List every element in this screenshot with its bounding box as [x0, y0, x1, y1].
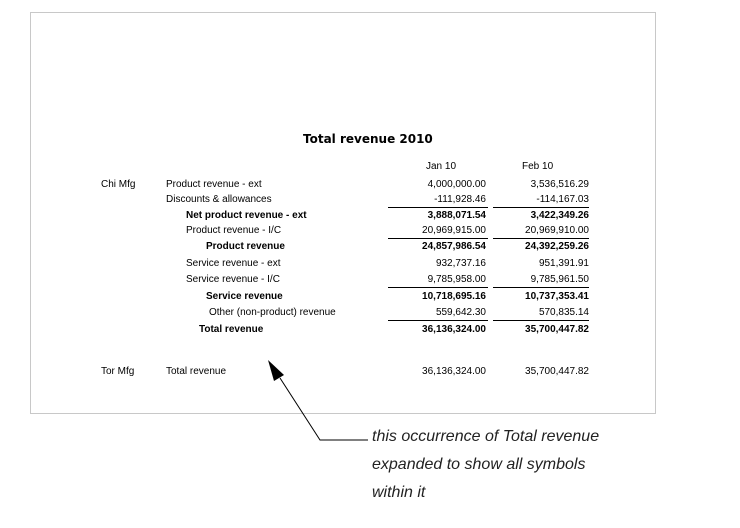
row-label: Service revenue [206, 291, 283, 302]
row-value-jan: 932,737.16 [435, 258, 486, 269]
row-value-feb: 3,536,516.29 [530, 179, 589, 190]
row-value-feb: 35,700,447.82 [525, 366, 589, 377]
row-value-jan: 559,642.30 [435, 307, 486, 318]
annotation-line-2: expanded to show all symbols [372, 456, 586, 473]
column-header-jan: Jan 10 [426, 161, 457, 172]
row-value-feb: 3,422,349.26 [530, 210, 589, 221]
table-row [31, 324, 655, 340]
row-value-jan: 24,857,986.54 [422, 241, 486, 252]
subtotal-rule [493, 320, 589, 321]
row-entity: Chi Mfg [101, 179, 136, 190]
table-row [31, 258, 655, 274]
row-value-jan: 10,718,695.16 [422, 291, 486, 302]
row-value-jan: 3,888,071.54 [427, 210, 486, 221]
row-label: Total revenue [199, 324, 264, 335]
row-value-jan: 9,785,958.00 [427, 274, 486, 285]
table-row [31, 241, 655, 257]
table-row [31, 366, 655, 382]
subtotal-rule [493, 207, 589, 208]
row-label: Service revenue - I/C [186, 274, 280, 285]
row-value-jan: 36,136,324.00 [422, 366, 486, 377]
row-label: Product revenue - ext [166, 179, 262, 190]
row-value-jan: -111,928.46 [434, 194, 486, 205]
row-value-feb: 24,392,259.26 [525, 241, 589, 252]
row-value-jan: 4,000,000.00 [427, 179, 486, 190]
subtotal-rule [388, 207, 488, 208]
row-label: Other (non-product) revenue [209, 307, 336, 318]
subtotal-rule [388, 238, 488, 239]
subtotal-rule [388, 287, 488, 288]
table-row [31, 291, 655, 307]
table-row [31, 210, 655, 226]
row-value-feb: -114,167.03 [536, 194, 589, 205]
row-value-feb: 951,391.91 [538, 258, 589, 269]
row-label: Total revenue [166, 366, 227, 377]
row-entity: Tor Mfg [101, 366, 135, 377]
row-value-feb: 35,700,447.82 [525, 324, 589, 335]
subtotal-rule [493, 287, 589, 288]
row-label: Net product revenue - ext [186, 210, 307, 221]
row-value-feb: 9,785,961.50 [530, 274, 589, 285]
row-label: Product revenue [206, 241, 285, 252]
row-label: Product revenue - I/C [186, 225, 282, 236]
subtotal-rule [388, 320, 488, 321]
row-value-feb: 20,969,910.00 [525, 225, 589, 236]
row-value-feb: 570,835.14 [538, 307, 589, 318]
row-label: Service revenue - ext [186, 258, 281, 269]
subtotal-rule [493, 238, 589, 239]
row-value-jan: 20,969,915.00 [422, 225, 486, 236]
row-label: Discounts & allowances [166, 194, 272, 205]
row-value-feb: 10,737,353.41 [525, 291, 589, 302]
annotation-line-1: this occurrence of Total revenue [372, 428, 600, 445]
report-panel [30, 12, 656, 414]
table-row [31, 179, 655, 195]
annotation-line-3: within it [372, 484, 426, 501]
report-title: Total revenue 2010 [303, 132, 433, 146]
column-header-feb: Feb 10 [522, 161, 554, 172]
row-value-jan: 36,136,324.00 [422, 324, 486, 335]
